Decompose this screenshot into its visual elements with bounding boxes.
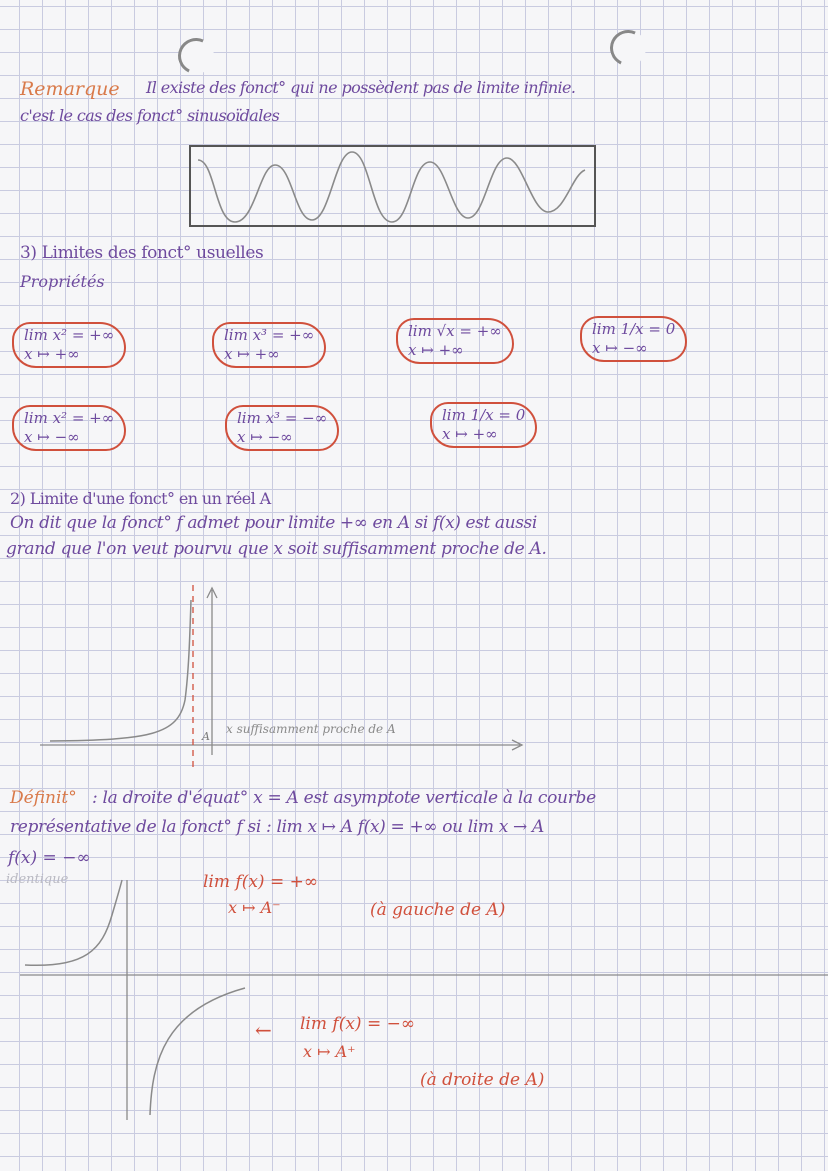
property-condition: x ↦ −∞ <box>237 428 293 446</box>
property-limit: lim 1/x = 0 <box>592 320 676 338</box>
graph1-curve <box>50 600 191 741</box>
right-limit-expression: lim f(x) = −∞ <box>300 1014 415 1034</box>
property-card <box>12 322 126 368</box>
remark-label: Remarque <box>20 78 120 100</box>
left-limit-expression: lim f(x) = +∞ <box>203 872 318 892</box>
property-limit: lim x² = +∞ <box>24 409 115 427</box>
definition-label: Définit° <box>10 788 77 808</box>
property-condition: x ↦ +∞ <box>408 341 464 359</box>
property-condition: x ↦ −∞ <box>592 339 648 357</box>
right-limit-note: (à droite de A) <box>420 1070 545 1090</box>
property-condition: x ↦ +∞ <box>442 425 498 443</box>
remark-line-1: Il existe des fonct° qui ne possèdent pas de limite infinie. <box>146 78 576 97</box>
sinusoid-curve <box>198 152 585 222</box>
property-condition: x ↦ +∞ <box>224 345 280 363</box>
section2-line-2: grand que l'on veut pourvu que x soit suffisamment proche de A. <box>6 539 547 559</box>
section2-title: 2) Limite d'une fonct° en un réel A <box>10 489 271 508</box>
property-card <box>12 405 126 451</box>
remark-line-2: c'est le cas des fonct° sinusoïdales <box>20 106 280 125</box>
definition-line-1: : la droite d'équat° x = A est asymptote verticale à la courbe <box>92 788 596 808</box>
property-card <box>396 318 514 364</box>
section3-subtitle: Propriétés <box>20 272 105 291</box>
property-card <box>212 322 326 368</box>
property-card <box>580 316 687 362</box>
property-limit: lim x³ = −∞ <box>237 409 328 427</box>
right-limit-arrow: ← <box>255 1018 272 1042</box>
property-card <box>430 402 537 448</box>
section3-title: 3) Limites des fonct° usuelles <box>20 243 264 263</box>
left-limit-note: (à gauche de A) <box>370 900 506 920</box>
right-limit-condition: x ↦ A⁺ <box>303 1042 356 1061</box>
graph2-left-branch <box>25 880 122 965</box>
definition-line-2: représentative de la fonct° f si : lim x ↦ A f(x) = +∞ ou lim x → A <box>10 817 544 837</box>
property-limit: lim √x = +∞ <box>408 322 502 340</box>
sinusoid-frame <box>190 146 595 226</box>
property-condition: x ↦ +∞ <box>24 345 80 363</box>
definition-faded-word: identique <box>6 872 69 887</box>
property-condition: x ↦ −∞ <box>24 428 80 446</box>
graph1-x-label: x suffisamment proche de A <box>226 722 396 736</box>
property-card <box>225 405 339 451</box>
definition-line-3: f(x) = −∞ <box>8 848 91 868</box>
left-limit-condition: x ↦ A⁻ <box>228 898 281 917</box>
graph1-point-label: A <box>202 730 210 743</box>
property-limit: lim x² = +∞ <box>24 326 115 344</box>
property-limit: lim x³ = +∞ <box>224 326 315 344</box>
graph2-right-branch <box>150 988 245 1115</box>
section2-line-1: On dit que la fonct° f admet pour limite +∞ en A si f(x) est aussi <box>10 513 537 533</box>
property-limit: lim 1/x = 0 <box>442 406 526 424</box>
